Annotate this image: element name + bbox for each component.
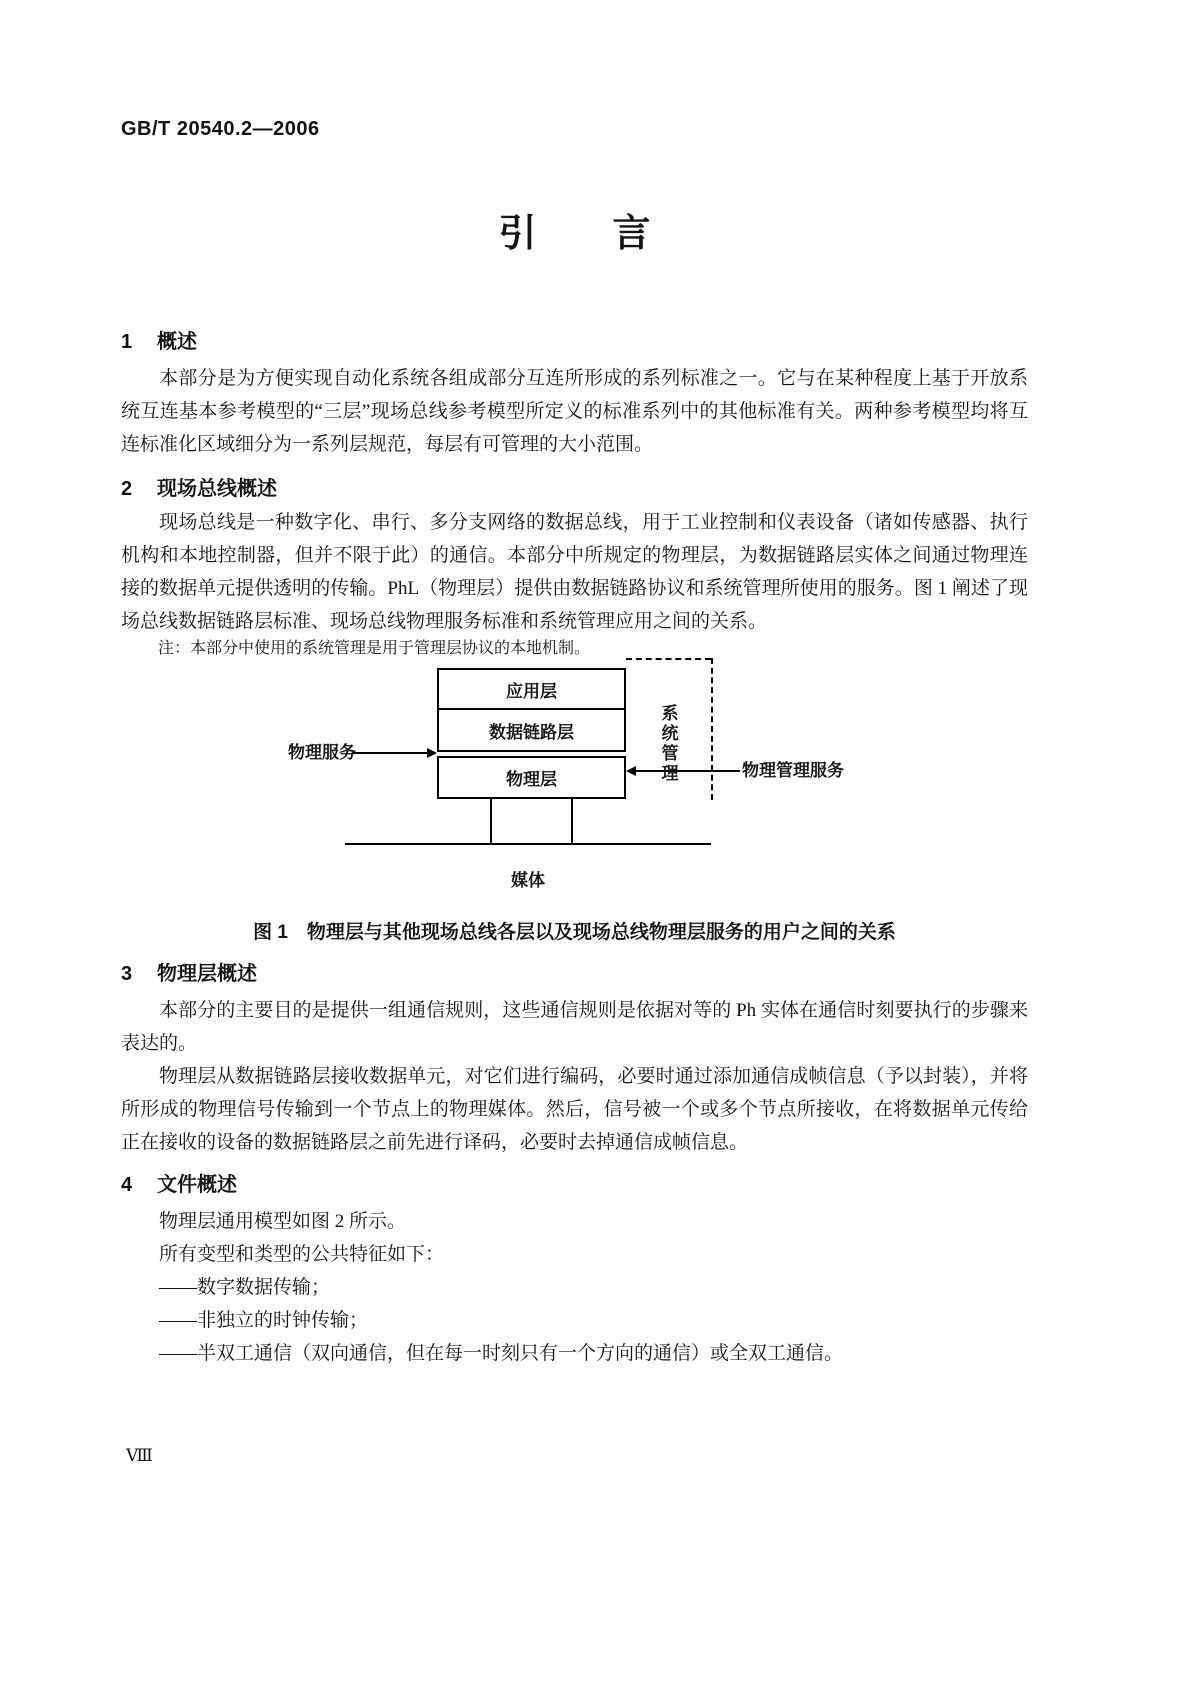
page-title: 引 言 (498, 213, 651, 255)
section-1-paragraph: 本部分是为方便实现自动化系统各组成部分互连所形成的系列标准之一。它与在某种程度上基于开放系统互连基本参考模型的“三层”现场总线参考模型所定义的标准系列中的其他标准有关。两种参考模型均将互连标准化区域细分为一系列层规范，每层有可管理的大小范围。 (121, 368, 1028, 455)
doc-number: GB/T 20540.2—2006 (121, 118, 320, 140)
section-3-title: 物理层概述 (157, 963, 257, 985)
section-2-paragraph: 现场总线是一种数字化、串行、多分支网络的数据总线，用于工业控制和仪表设备（诸如传感器、执行机构和本地控制器，但并不限于此）的通信。本部分中所规定的物理层，为数据链路层实体之间通过物理连接的数据单元提供透明的传输。PhL（物理层）提供由数据链路协议和系统管理所使用的服务。图 1 阐述了现场总线数据链路层标准、现场总线物理服务标准和系统管理应用之间的关系。 (121, 512, 1028, 632)
physical-layer-box (437, 756, 626, 799)
arrow-right-icon (427, 748, 437, 758)
figure-1-diagram (0, 652, 1191, 904)
section-3-paragraph-1: 本部分的主要目的是提供一组通信规则，这些通信规则是依据对等的 Ph 实体在通信时刻要执行的步骤来表达的。 (121, 1000, 1028, 1054)
feature-list-item: ——半双工通信（双向通信，但在每一时刻只有一个方向的通信）或全双工通信。 (159, 1343, 844, 1364)
system-management-label: 系统管理 (658, 704, 678, 784)
section-1-title: 概述 (157, 331, 197, 353)
figure-note: 注：本部分中使用的系统管理是用于管理层协议的本地机制。 (158, 640, 591, 657)
physical-service-arrow-line (352, 752, 427, 754)
application-layer-label: 应用层 (506, 681, 557, 701)
system-management-dashed-line-top (626, 658, 711, 660)
physical-management-service-arrow-line (636, 770, 740, 772)
section-1-number: 1 (121, 331, 133, 353)
section-4-paragraph-2: 所有变型和类型的公共特征如下： (159, 1244, 445, 1265)
media-connection-line-right (571, 799, 573, 844)
section-3-paragraph-2: 物理层从数据链路层接收数据单元，对它们进行编码，必要时通过添加通信成帧信息（予以封装），并将所形成的物理信号传输到一个节点上的物理媒体。然后，信号被一个或多个节点所接收，在将数据单元传给正在接收的设备的数据链路层之前先进行译码，必要时去掉通信成帧信息。 (121, 1066, 1028, 1153)
section-3-number: 3 (121, 963, 133, 985)
physical-layer-label: 物理层 (506, 770, 557, 789)
data-link-layer-label: 数据链路层 (489, 722, 574, 742)
section-3-heading (121, 962, 1028, 986)
feature-list-item: ——非独立的时钟传输； (159, 1310, 369, 1331)
media-bus-line (345, 843, 711, 845)
section-4-title: 文件概述 (157, 1174, 237, 1196)
section-4-paragraph-1: 物理层通用模型如图 2 所示。 (159, 1211, 407, 1232)
section-1-heading (121, 330, 1028, 354)
media-connection-line-left (490, 799, 492, 844)
document-body (0, 330, 1191, 1370)
physical-service-label: 物理服务 (288, 743, 356, 762)
section-2-title: 现场总线概述 (157, 478, 277, 500)
media-label: 媒体 (511, 871, 545, 890)
feature-list-item: ——数字数据传输； (159, 1277, 331, 1298)
system-management-dashed-line-right (711, 658, 713, 800)
section-2-heading (121, 477, 1028, 501)
data-link-layer-box (437, 708, 626, 752)
section-4-heading (121, 1173, 1028, 1197)
physical-management-service-label: 物理管理服务 (742, 761, 844, 780)
page-number: Ⅷ (126, 1446, 153, 1465)
section-4-number: 4 (121, 1174, 133, 1196)
arrow-left-icon (626, 766, 636, 776)
application-layer-box (437, 668, 626, 710)
figure-1-caption: 图 1 物理层与其他现场总线各层以及现场总线物理层服务的用户之间的关系 (253, 922, 896, 943)
section-2-number: 2 (121, 478, 133, 500)
